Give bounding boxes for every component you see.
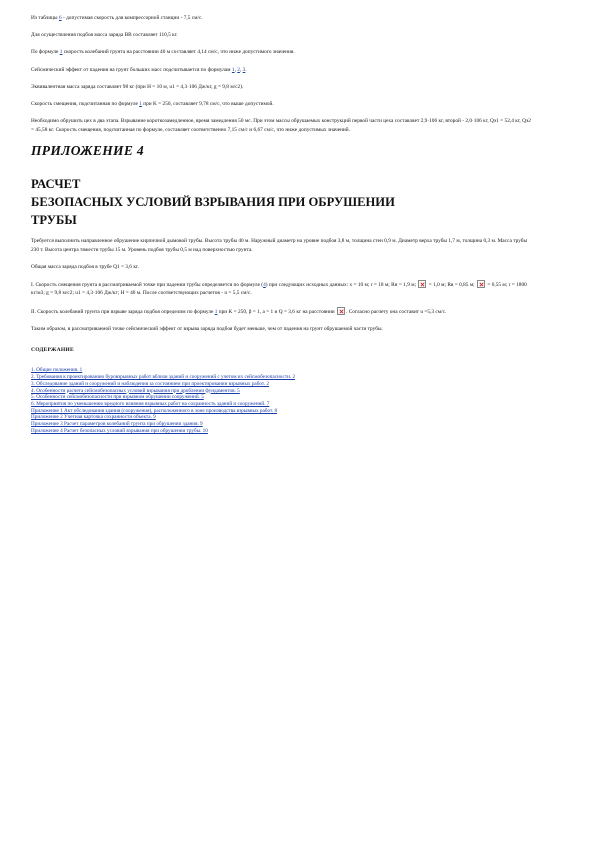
toc-link[interactable]: Приложение 2 Учетная карточка сохранности объекта. 9 <box>31 414 156 421</box>
formula-link-1[interactable]: 1 <box>139 100 142 107</box>
appendix-heading: ПРИЛОЖЕНИЕ 4 <box>31 142 144 158</box>
formula-link-1[interactable]: 1 <box>231 66 235 73</box>
formula-link-1[interactable]: 1 <box>214 308 218 315</box>
formula-link-3[interactable]: 3 <box>242 66 246 73</box>
paragraph-conclusion: Таким образом, в рассматриваемой точке сейсмический эффект от взрыва заряда подбоя будет меньше, чем от падения на грунт обрушаемой части трубы. <box>31 325 383 332</box>
paragraph-ground-vibration: По формуле 1 скорость колебаний грунта на расстоянии 40 м составляет 4,14 см/с, что ниже допустимого значения. <box>31 49 295 56</box>
paragraph-total-charge: Общая масса заряда подбоя в трубе Q1 = 3,6 кг. <box>31 263 139 270</box>
paragraph-displacement-calc: I. Скорость смещения грунта в рассматриваемой точке при падении трубы определяется по формуле (4) при следующих исходных данных: x = 10 м; r = 18 м; Rн = 1,9 м; = 1,0 м; Rв = 0,85 м; = 0,55 м; r = 1800 кг/м3; g = 9,8 м/с2; u1 = 4,3·106 Дж/кг; H = 40 м. После соответствующих расчетов - u = 5,5 см/с. <box>31 281 527 297</box>
formula-link-1[interactable]: 1 <box>59 49 63 56</box>
toc-link[interactable]: Приложение 4 Расчет безопасных условий взрывания при обрушении трубы. 10 <box>31 427 208 434</box>
toc-link[interactable]: 4. Особенности расчета сейсмобезопасных условий взрывания при дроблении фундаментов. 5 <box>31 387 240 394</box>
calculation-heading: РАСЧЕТ БЕЗОПАСНЫХ УСЛОВИЙ ВЗРЫВАНИЯ ПРИ ОБРУШЕНИИ ТРУБЫ <box>31 176 395 227</box>
paragraph-equivalent-mass: Эквивалентная масса заряда составляет 98 кг (при H = 10 м, u1 = 4,3·106 Дж/кг, g = 9,8 м/с2). <box>31 83 244 90</box>
paragraph-seismic-effect: Сейсмический эффект от падения на грунт больших масс подсчитывается по формулам 1, 2, 3. <box>31 66 247 73</box>
toc-link[interactable]: 3. Обследование зданий и сооружений и наблюдения за состоянием при проектировании взрывных работ. 2 <box>31 380 269 387</box>
toc-title: СОДЕРЖАНИЕ <box>31 347 74 354</box>
paragraph-displacement-speed: Скорость смещения, подсчитанная по формуле 1 при K = 250, составляет 9,78 см/с, что выше допустимой. <box>31 100 274 107</box>
broken-image-icon <box>337 307 345 315</box>
formula-link-2[interactable]: 2 <box>237 66 240 73</box>
paragraph-chimney-description: Требуется выполнить направленное обрушение кирпичной дымовой трубы. Высота трубы 40 м. Наружный диаметр на уровне подбоя 3,8 м, толщина стен 0,9 м. Диаметр верха трубы 1,7 м, толщина 0,3 м. Масса трубы 230 т. Высота центра тяжести трубы 15 м. Уровень подбоя трубы 0,5 м над поверхностью грунта. <box>31 237 528 253</box>
table-of-contents <box>31 367 533 434</box>
toc-link[interactable]: 6. Мероприятия по уменьшению вредного влияния взрывных работ на сохранность зданий и сооружений. 7 <box>31 400 270 407</box>
broken-image-icon <box>418 280 426 288</box>
toc-link[interactable]: Приложение 1 Акт обследования здания (сооружения), расположенного в зоне производства взрывных работ. 8 <box>31 407 278 414</box>
toc-link[interactable]: Приложение 3 Расчет параметров колебаний грунта при обрушении здания. 9 <box>31 421 203 428</box>
table-link-6[interactable]: 6 <box>58 15 62 21</box>
paragraph-permissible-speed: Из таблицы 6 - допустимая скорость для компрессорной станции - 7,5 см/с. <box>31 15 203 21</box>
formula-link-4[interactable]: 4 <box>263 281 266 288</box>
paragraph-vibration-calc: II. Скорость колебаний грунта при взрыве заряда подбоя определим по формуле 1 при K = 250, β = 1, a = 1 и Q = 3,6 кг на расстоянии . Согласно расчету она составит u =5,3 см/с. <box>31 308 447 315</box>
paragraph-two-stage-collapse: Необходимо обрушить цех в два этапа. Взрывание короткозамедленное, время замедления 50 мс. При этом массы обрушаемых конструкций первой части цеха составляет 2,9·106 кг, второй - 2,0·106 кг, Qэ1 = 52,4 кг, Qэ2 = 45,58 кг. Скорость смещения, подсчитанная по формуле, составляет соответственно 7,15 см/с и 6,67 см/с, что ниже допустимых значений. <box>31 118 531 133</box>
toc-link[interactable]: 5. Особенности сейсмобезопасности при взрывном обрушении сооружений. 5 <box>31 394 204 401</box>
broken-image-icon <box>477 280 485 288</box>
paragraph-charge-mass: Для осуществления подбоя масса заряда ВВ составляет 110,5 кг. <box>31 32 178 39</box>
toc-link[interactable]: 1. Общие положения. 1 <box>31 367 83 374</box>
toc-link[interactable]: 2. Требования к проектированию буровзрывных работ вблизи зданий и сооружений с учетом их сейсмобезопасности. 2 <box>31 374 296 381</box>
